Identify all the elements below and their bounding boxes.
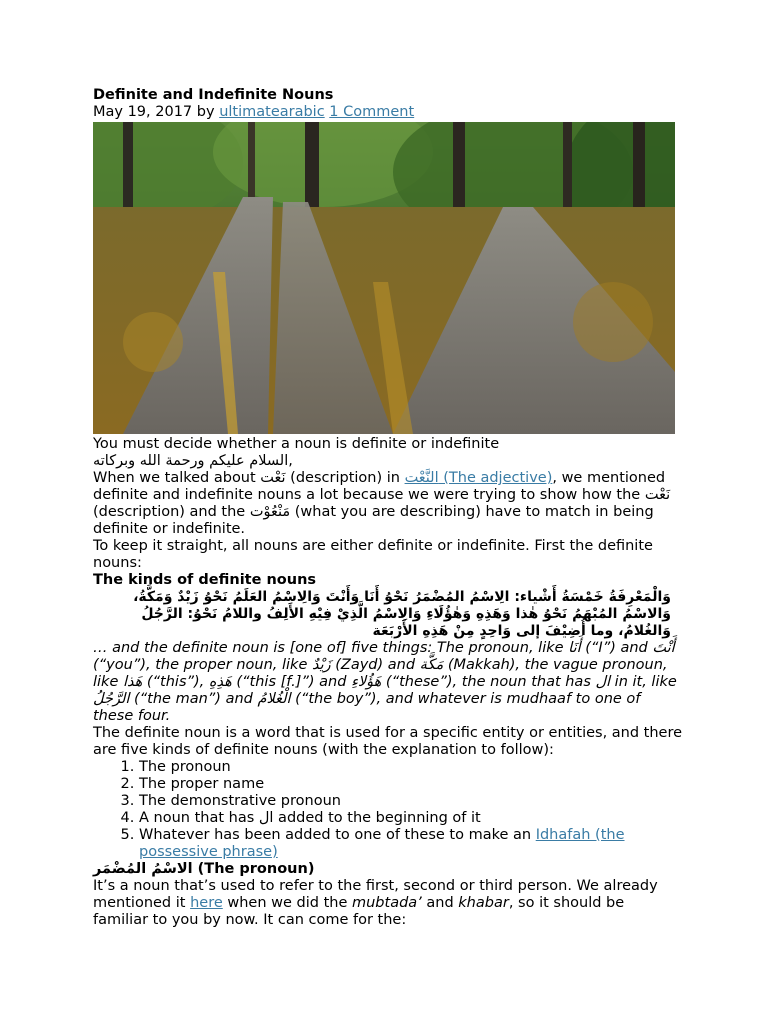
- text-span: khabar: [458, 895, 509, 911]
- text-span: It’s a noun that’s used to refer to the first, second or third person. We already mentioned it: [93, 878, 658, 911]
- author-link[interactable]: ultimatearabic: [219, 104, 325, 120]
- text-span: , we mentioned definite and indefinite nouns a lot because we were trying to show how the: [93, 470, 666, 503]
- text-span: When we talked about: [93, 470, 261, 486]
- arabic-word: الرَّجُلُ: [93, 691, 130, 707]
- article-title: Definite and Indefinite Nouns: [93, 87, 334, 103]
- arabic-word: نَعْت: [644, 487, 671, 503]
- heading-pronoun: [93, 861, 683, 878]
- text-span: (“I”) and: [580, 640, 653, 656]
- post-date: May 19, 2017: [93, 104, 193, 120]
- para-salam: السلام عليكم ورحمة الله وبركاته,: [93, 453, 293, 469]
- by-text: by: [192, 104, 220, 120]
- text-span: (description) and the: [93, 504, 250, 520]
- text-span: when we did the: [222, 895, 352, 911]
- text-span: (“this”),: [142, 674, 209, 690]
- para-decide: You must decide whether a noun is definite or indefinite: [93, 436, 500, 452]
- para-adjective: [93, 470, 683, 538]
- text-span: (“these”), the noun that has: [381, 674, 596, 690]
- para-definition: The definite noun is a word that is used for a specific entity or entities, and there are five kinds of definite nouns (with the explanation to follow):: [93, 725, 683, 758]
- arabic-quote: وَالْمَعْرِفَةُ خَمْسَةُ أَشْياء: الِاسْمُ المُضْمَرُ نَحْوُ أَنَا وَأَنْتَ وَالِاسْمُ العَلَمُ نَحْوُ زَيْدٌ وَمَكَّةُ، وَالاسْمُ المُبْهَمُ نَحْوُ هٰذا وَهَذِهِ وَهٰؤُلَاءِ وَالِاسْمُ الَّذِيْ فِيْهِ الأَلِفُ واللامُ نَحْوُ: الرَّجُلُ وَالغُلامُ، وما أُضِيْفَ إلى وَاحِدٍ مِنْ هَذِهِ الأَرْبَعَة: [133, 589, 671, 639]
- idhafah-link[interactable]: Idhafah (the possessive phrase): [139, 827, 625, 860]
- text-span: (description) in: [285, 470, 405, 486]
- arabic-word: مَكَّة: [419, 657, 444, 673]
- comments-link[interactable]: 1 Comment: [329, 104, 415, 120]
- arabic-word: أَنْتَ: [652, 640, 675, 656]
- article-meta: [93, 104, 683, 121]
- text-span: (“the boy”), and whatever is mudhaaf to one of these four.: [93, 691, 641, 724]
- para-pronoun: [93, 878, 683, 929]
- text-span: (Makkah), the vague pronoun, like: [93, 657, 668, 690]
- list-item: 1. The pronoun: [139, 759, 683, 776]
- arabic-word: أَنَا: [568, 640, 581, 656]
- text-span: … and the definite noun is [one of] five things: The pronoun, like: [93, 640, 569, 656]
- arabic-word: هَذا: [122, 674, 143, 690]
- para-straight: To keep it straight, all nouns are either definite or indefinite. First the definite nouns:: [93, 538, 653, 571]
- arabic-word: هَؤُلاءِ: [351, 674, 382, 690]
- text-span: (The pronoun): [192, 861, 315, 877]
- arabic-word: الاسْمُ المُضْمَر: [93, 861, 193, 877]
- list-item: 2. The proper name: [139, 776, 683, 793]
- text-span: (“the man”) and: [129, 691, 258, 707]
- text-span: (“you”), the proper noun, like: [93, 657, 312, 673]
- arabic-word: نَعْت: [260, 470, 286, 486]
- text-span: (what you are describing) have to match in being definite or indefinite.: [93, 504, 654, 537]
- text-span: (Zayd) and: [330, 657, 420, 673]
- list-item: [139, 827, 683, 861]
- text-span: Whatever has been added to one of these to make an: [139, 827, 536, 843]
- text-span: in it, like: [610, 674, 677, 690]
- text-span: (“this [f.]”) and: [231, 674, 352, 690]
- arabic-word: الْغُلامُ: [257, 691, 291, 707]
- heading-kinds: The kinds of definite nouns: [93, 572, 317, 588]
- article: [93, 87, 683, 929]
- text-span: and: [421, 895, 459, 911]
- list-item: 3. The demonstrative pronoun: [139, 793, 683, 810]
- text-span: mubtada’: [351, 895, 422, 911]
- adjective-link[interactable]: النَّعْت (The adjective): [404, 470, 553, 486]
- arabic-word: هَذِهِ: [208, 674, 232, 690]
- arabic-word: زَيْدٌ: [311, 657, 331, 673]
- arabic-word: مَنْعُوْت: [249, 504, 291, 520]
- para-translation: [93, 640, 683, 725]
- text-span: , so it should be familiar to you by now. It can come for the:: [93, 895, 625, 928]
- kinds-list: [93, 759, 683, 861]
- arabic-word: ال: [595, 674, 611, 690]
- list-item: 4. A noun that has ال added to the beginning of it: [139, 810, 683, 827]
- here-link[interactable]: here: [190, 895, 223, 911]
- forest-path-fork-image: [93, 122, 675, 434]
